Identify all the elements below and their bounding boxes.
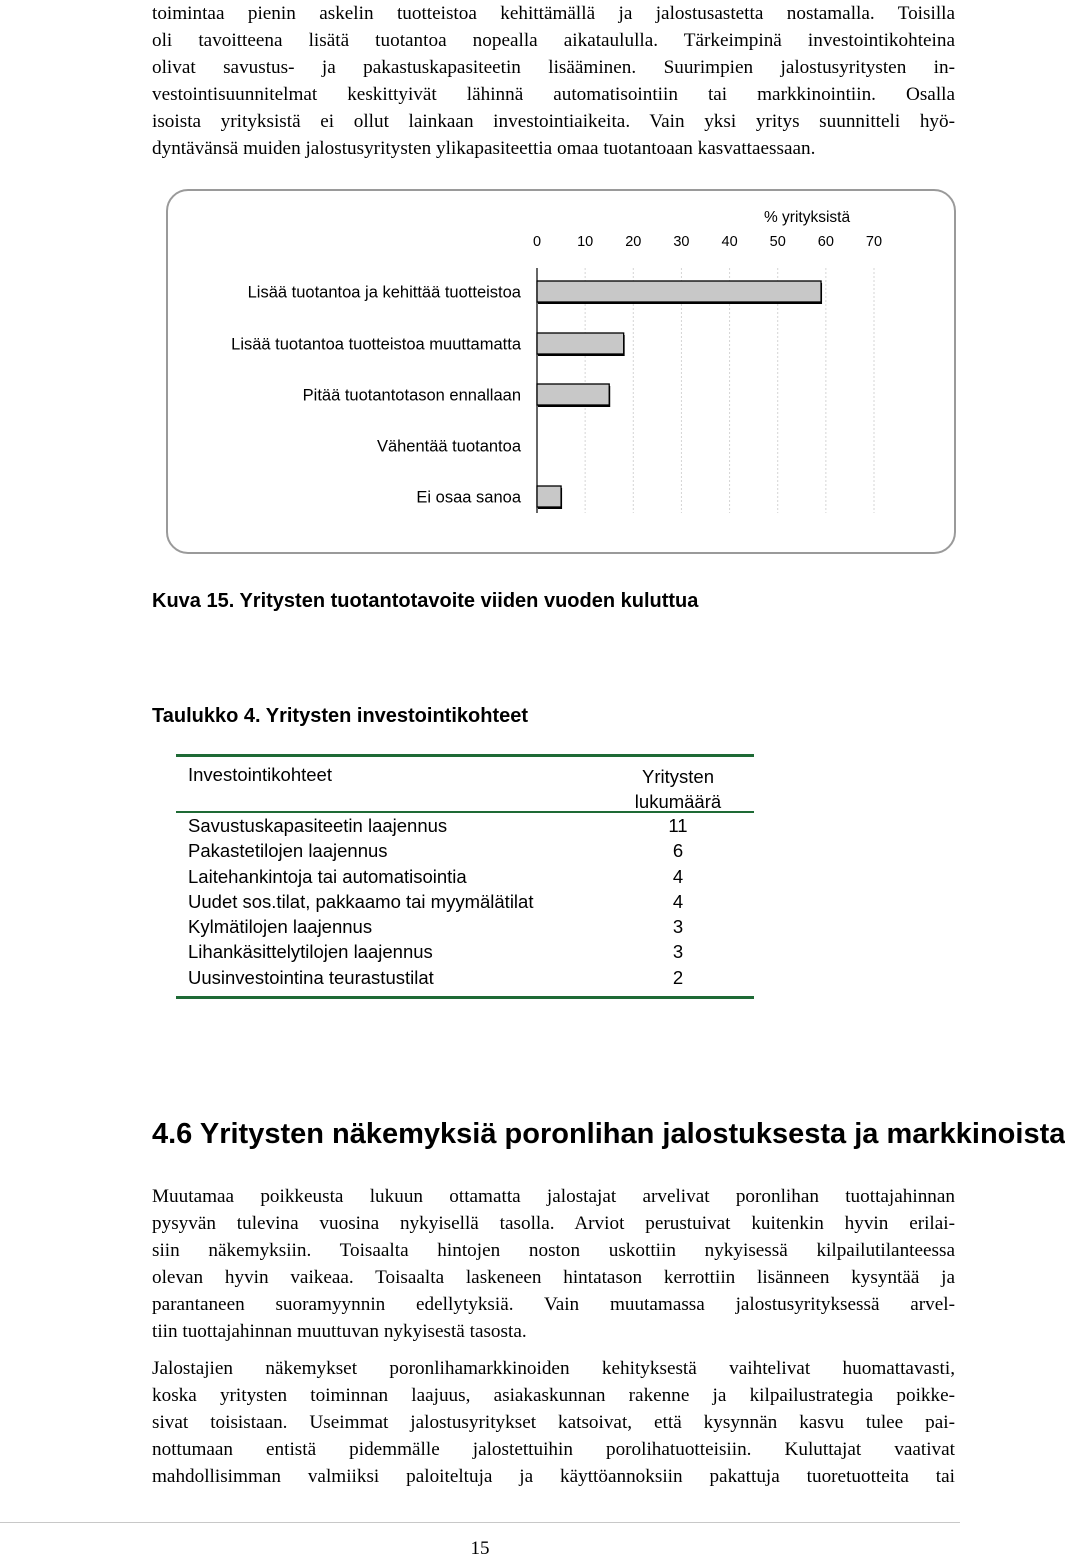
table-cell-item: Kylmätilojen laajennus <box>188 916 373 938</box>
table-caption: Taulukko 4. Yritysten investointikohteet <box>152 705 529 727</box>
paragraph-2 <box>152 1183 955 1345</box>
table-cell-item: Pakastetilojen laajennus <box>188 840 388 862</box>
table-cell-item: Savustuskapasiteetin laajennus <box>188 815 448 836</box>
text-line: Jalostajien näkemykset poronlihamarkkinoiden kehityksestä vaihtelivat huomattavasti, <box>152 1358 955 1379</box>
header-count <box>618 764 738 814</box>
x-tick-label: 20 <box>625 234 642 250</box>
table-cell-count: 3 <box>672 941 684 963</box>
bar <box>537 281 821 302</box>
table-header <box>176 757 754 811</box>
table-row <box>176 864 754 889</box>
x-tick-label: 40 <box>721 234 738 250</box>
paragraph-3 <box>152 1355 955 1490</box>
table-row <box>176 889 754 914</box>
x-tick-label: 50 <box>769 234 786 250</box>
table-cell-item: Uusinvestointina teurastustilat <box>188 966 434 988</box>
page-number: 15 <box>470 1538 490 1559</box>
text-line: oli tavoitteena lisätä tuotantoa nopealla aikataululla. Tärkeimpinä investointikohteina <box>152 30 955 51</box>
text-line: pysyvän tulevina vuosina nykyisellä tasolla. Arviot perustuivat kuitenkin hyvin erilai- <box>152 1213 955 1234</box>
table-cell-count: 4 <box>672 890 684 912</box>
text-line: koska yritysten toiminnan laajuus, asiakaskunnan rakenne ja kilpailustrategia poikke- <box>152 1385 955 1406</box>
category-label: Vähentää tuotantoa <box>376 437 521 456</box>
figure-caption: Kuva 15. Yritysten tuotantotavoite viiden vuoden kuluttua <box>152 590 699 612</box>
category-label: Lisää tuotantoa tuotteistoa muuttamatta <box>231 335 521 354</box>
text-line: olivat savustus- ja pakastuskapasiteetin lisääminen. Suurimpien jalostusyritysten in- <box>152 57 955 78</box>
category-label: Lisää tuotantoa ja kehittää tuotteistoa <box>247 283 521 302</box>
text-line: olevan hyvin vaikeaa. Toisaalta laskeneen hintatason kerrottiin lisänneen kysyntää ja <box>152 1267 955 1288</box>
text-line: mahdollisimman valmiiksi paloiteltuja ja käyttöannoksiin pakattuja tuoretuotteita tai <box>152 1466 955 1487</box>
header-count-line1: Yritysten <box>642 766 714 787</box>
category-label: Pitää tuotantotason ennallaan <box>302 386 521 405</box>
table-body <box>176 813 754 996</box>
category-label: Ei osaa sanoa <box>416 488 521 507</box>
table-row <box>176 813 754 838</box>
table-row <box>176 939 754 964</box>
x-tick-label: 0 <box>532 234 542 250</box>
section-heading: 4.6 Yritysten näkemyksiä poronlihan jalostuksesta ja markkinoista <box>152 1118 1065 1150</box>
text-line: siin näkemyksiin. Toisaalta hintojen noston uskottiin nykyisessä kilpailutilanteessa <box>152 1240 955 1261</box>
bar <box>537 486 561 507</box>
x-tick-label: 30 <box>673 234 690 250</box>
header-investointikohteet: Investointikohteet <box>188 764 332 785</box>
x-axis-title: % yrityksistä <box>763 209 851 226</box>
table-cell-item: Uudet sos.tilat, pakkaamo tai myymälätilat <box>188 890 534 912</box>
footer-rule <box>0 1522 960 1523</box>
bar <box>537 384 609 405</box>
table-cell-count: 11 <box>668 815 688 836</box>
table-cell-item: Lihankäsittelytilojen laajennus <box>188 941 433 963</box>
table-cell-count: 2 <box>672 966 684 988</box>
text-line: vestointisuunnitelmat keskittyivät lähinnä automatisointiin tai markkinointiin. Osalla <box>152 84 955 105</box>
text-line: sivat toisistaan. Useimmat jalostusyritykset katsoivat, että kysynnän kasvu tulee pai- <box>152 1412 955 1433</box>
table-row <box>176 914 754 939</box>
text-line: isoista yrityksistä ei ollut lainkaan investointiaikeita. Vain yksi yritys suunnitteli hyö- <box>152 111 955 132</box>
x-tick-label: 70 <box>865 234 883 250</box>
header-count-line2: lukumäärä <box>634 791 722 812</box>
investment-table <box>176 754 754 999</box>
table-row <box>176 965 754 990</box>
bar <box>537 333 624 354</box>
table-cell-item: Laitehankintoja tai automatisointia <box>188 865 467 887</box>
x-tick-label: 10 <box>577 234 594 250</box>
text-line: Muutamaa poikkeusta lukuun ottamatta jalostajat arvelivat poronlihan tuottajahinnan <box>152 1186 955 1207</box>
table-row <box>176 838 754 863</box>
bar-chart <box>0 0 960 600</box>
table-bottom-rule <box>176 996 754 999</box>
table-cell-count: 6 <box>672 840 684 862</box>
text-line: nottumaan entistä pidemmälle jalostettuihin porolihatuotteisiin. Kuluttajat vaativat <box>152 1439 955 1460</box>
text-line: dyntävänsä muiden jalostusyritysten ylikapasiteettia omaa tuotantoaan kasvattaessaan. <box>152 138 816 159</box>
text-line: tiin tuottajahinnan muuttuvan nykyisestä tasosta. <box>152 1321 527 1342</box>
text-line: toimintaa pienin askelin tuotteistoa kehittämällä ja jalostusastetta nostamalla. Toisilla <box>152 3 955 24</box>
table-cell-count: 3 <box>672 916 684 938</box>
table-cell-count: 4 <box>672 865 684 887</box>
text-line: parantaneen suoramyynnin edellytyksiä. Vain muutamassa jalostusyrityksessä arvel- <box>152 1294 955 1315</box>
x-tick-label: 60 <box>817 234 834 250</box>
